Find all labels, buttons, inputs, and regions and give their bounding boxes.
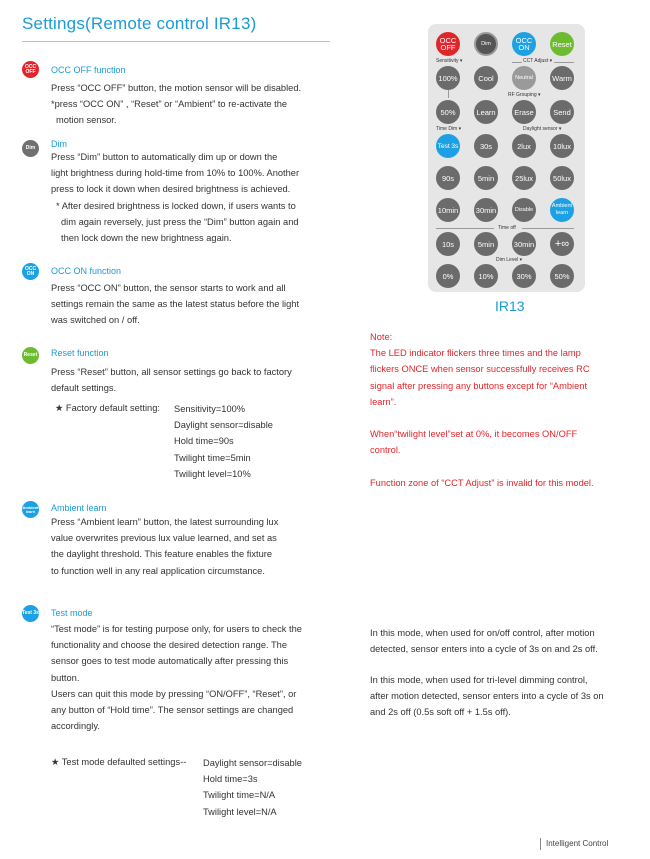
reset-heading: Reset function bbox=[51, 348, 109, 358]
cct-bracket bbox=[512, 62, 522, 63]
text-line: * After desired brightness is locked down, if users wants to bbox=[56, 200, 296, 211]
erase-button[interactable]: Erase bbox=[512, 100, 536, 124]
text-line: Press “Dim” button to automatically dim up or down the bbox=[51, 152, 278, 162]
note-cct bbox=[370, 475, 594, 491]
dim-icon: Dim bbox=[22, 140, 39, 157]
text-line: signal after pressing any buttons except for “Ambient bbox=[370, 380, 588, 391]
time-dim-label: Time Dim ▾ bbox=[436, 126, 462, 132]
footer-divider bbox=[540, 838, 541, 850]
time-off-30min-button[interactable]: 30min bbox=[512, 232, 536, 256]
cct-bracket bbox=[554, 62, 574, 63]
dim-level-label: Dim Level ▾ bbox=[496, 257, 523, 263]
page-title: Settings(Remote control IR13) bbox=[22, 14, 257, 33]
dim-level-30-button[interactable]: 30% bbox=[512, 264, 536, 288]
occ-off-button[interactable]: OCC OFF bbox=[436, 32, 460, 56]
list-item: Twilight time=N/A bbox=[203, 790, 276, 801]
text-line: settings remain the same as the latest status before the light bbox=[51, 299, 300, 310]
daylight-disable-button[interactable]: Disable bbox=[512, 198, 536, 222]
title-divider bbox=[22, 41, 330, 42]
test-mode-heading: Test mode bbox=[51, 608, 93, 618]
hold-5min-button[interactable]: 5min bbox=[474, 166, 498, 190]
time-off-5min-button[interactable]: 5min bbox=[474, 232, 498, 256]
ambient-learn-heading: Ambient learn bbox=[51, 503, 107, 513]
text-line: was switched on / off. bbox=[51, 315, 140, 326]
text-line: any button of “Hold time”. The sensor settings are changed bbox=[51, 705, 294, 716]
text-line: button. bbox=[51, 672, 80, 683]
text-line: In this mode, when used for on/off control, after motion bbox=[370, 628, 595, 638]
text-line: learn”. bbox=[370, 396, 397, 407]
note-twilight bbox=[370, 426, 577, 458]
text-line: In this mode, when used for tri-level dimming control, bbox=[370, 675, 588, 685]
test-3s-button[interactable]: Test 3s bbox=[436, 134, 460, 158]
text-line: Function zone of “CCT Adjust” is invalid for this model. bbox=[370, 478, 594, 488]
occ-on-text bbox=[51, 280, 299, 329]
list-item: Twilight level=10% bbox=[174, 468, 251, 479]
text-line: flickers ONCE when sensor successfully receives RC bbox=[370, 364, 590, 375]
test-mode-default-label: ★ Test mode defaulted settings-- bbox=[51, 757, 187, 767]
occ-off-icon: OCC OFF bbox=[22, 61, 39, 78]
test-mode-icon: Test 3s bbox=[22, 605, 39, 622]
hold-30min-button[interactable]: 30min bbox=[474, 198, 498, 222]
footer-text: Intelligent Control bbox=[546, 839, 609, 848]
hold-10min-button[interactable]: 10min bbox=[436, 198, 460, 222]
list-item: Hold time=90s bbox=[174, 436, 234, 447]
time-off-10s-button[interactable]: 10s bbox=[436, 232, 460, 256]
text-line: Press “OCC OFF” button, the motion sensor will be disabled. bbox=[51, 83, 302, 93]
remote-model-name: IR13 bbox=[495, 298, 525, 314]
hold-90s-button[interactable]: 90s bbox=[436, 166, 460, 190]
note-heading: Note: bbox=[370, 332, 393, 342]
sensitivity-bracket bbox=[448, 90, 449, 98]
text-line: to function well in any real application circumstance. bbox=[51, 565, 265, 576]
daylight-2lux-button[interactable]: 2lux bbox=[512, 134, 536, 158]
sensitivity-50-button[interactable]: 50% bbox=[436, 100, 460, 124]
dim-heading: Dim bbox=[51, 139, 67, 149]
list-item: Sensitivity=100% bbox=[174, 404, 246, 414]
text-line: motion sensor. bbox=[56, 115, 117, 126]
text-line: *press “OCC ON” , “Reset” or “Ambient” to re-activate the bbox=[51, 99, 288, 110]
time-off-bracket bbox=[522, 228, 574, 229]
rf-grouping-label: RF Grouping ▾ bbox=[508, 92, 541, 98]
learn-button[interactable]: Learn bbox=[474, 100, 498, 124]
send-button[interactable]: Send bbox=[550, 100, 574, 124]
cct-adjust-label: CCT Adjust ▾ bbox=[523, 58, 553, 64]
text-line: value overwrites previous lux value learned, and set as bbox=[51, 533, 277, 544]
text-line: sensor goes to test mode automatically after pressing this bbox=[51, 656, 289, 667]
sensitivity-label: Sensitivity ▾ bbox=[436, 58, 463, 64]
time-off-infinite-button[interactable]: +∞ bbox=[550, 232, 574, 256]
occ-on-heading: OCC ON function bbox=[51, 266, 122, 276]
remote-control-ir13 bbox=[428, 24, 585, 292]
occ-on-button[interactable]: OCC ON bbox=[512, 32, 536, 56]
list-item: Twilight level=N/A bbox=[203, 806, 277, 817]
daylight-sensor-label: Daylight sensor ▾ bbox=[523, 126, 562, 132]
note-block bbox=[370, 329, 590, 410]
reset-text bbox=[51, 364, 292, 396]
text-line: Press “OCC ON” button, the sensor starts to work and all bbox=[51, 283, 286, 293]
list-item: Daylight sensor=disable bbox=[174, 420, 273, 431]
ambient-learn-button[interactable]: Ambient learn bbox=[550, 198, 574, 222]
text-line: and 2s off (0.5s soft off + 1.5s off). bbox=[370, 707, 511, 718]
reset-button[interactable]: Reset bbox=[550, 32, 574, 56]
factory-default-label: ★ Factory default setting: bbox=[55, 403, 160, 413]
text-line: detected, sensor enters into a cycle of 3s on and 2s off. bbox=[370, 644, 598, 655]
text-line: then lock down the new brightness again. bbox=[61, 233, 232, 244]
dim-button[interactable]: Dim bbox=[474, 32, 498, 56]
sensitivity-100-button[interactable]: 100% bbox=[436, 66, 460, 90]
dim-level-50-button[interactable]: 50% bbox=[550, 264, 574, 288]
text-line: “Test mode” is for testing purpose only, for users to check the bbox=[51, 624, 302, 634]
daylight-25lux-button[interactable]: 25lux bbox=[512, 166, 536, 190]
text-line: When“twilight level”set at 0%, it becomes ON/OFF bbox=[370, 429, 578, 439]
reset-icon: Reset bbox=[22, 347, 39, 364]
list-item: Hold time=3s bbox=[203, 774, 258, 785]
text-line: accordingly. bbox=[51, 721, 100, 732]
cool-button[interactable]: Cool bbox=[474, 66, 498, 90]
text-line: the daylight threshold. This feature enables the fixture bbox=[51, 549, 273, 560]
tri-level-mode-text bbox=[370, 672, 604, 721]
daylight-10lux-button[interactable]: 10lux bbox=[550, 134, 574, 158]
daylight-50lux-button[interactable]: 50lux bbox=[550, 166, 574, 190]
text-line: Press “Reset” button, all sensor settings go back to factory bbox=[51, 367, 292, 377]
list-item: Twilight time=5min bbox=[174, 452, 251, 463]
warm-button[interactable]: Warm bbox=[550, 66, 574, 90]
text-line: press to lock it down when desired brightness is achieved. bbox=[51, 184, 291, 195]
test-mode-default-list bbox=[203, 755, 302, 820]
occ-off-heading: OCC OFF function bbox=[51, 65, 126, 75]
test-mode-text bbox=[51, 621, 302, 734]
dim-level-10-button[interactable]: 10% bbox=[474, 264, 498, 288]
hold-30s-button[interactable]: 30s bbox=[474, 134, 498, 158]
dim-text bbox=[51, 149, 299, 246]
neutral-button[interactable]: Neutral bbox=[512, 66, 536, 90]
list-item: Daylight sensor=disable bbox=[203, 758, 302, 768]
text-line: dim again reversely, just press the “Dim” button again and bbox=[61, 216, 299, 227]
text-line: control. bbox=[370, 445, 401, 456]
occ-off-text bbox=[51, 80, 301, 129]
occ-on-icon: OCC ON bbox=[22, 263, 39, 280]
factory-default-list bbox=[174, 401, 273, 482]
text-line: Press “Ambient learn” button, the latest surrounding lux bbox=[51, 517, 279, 527]
text-line: default settings. bbox=[51, 383, 117, 394]
time-off-label: Time off bbox=[498, 225, 516, 231]
text-line: functionality and choose the desired detection range. The bbox=[51, 640, 288, 651]
ambient-learn-text bbox=[51, 514, 278, 579]
onoff-mode-text bbox=[370, 625, 598, 657]
text-line: light brightness during hold-time from 10% to 100%. Another bbox=[51, 168, 300, 179]
ambient-learn-icon: Ambient learn bbox=[22, 501, 39, 518]
dim-level-0-button[interactable]: 0% bbox=[436, 264, 460, 288]
text-line: Users can quit this mode by pressing “ON/OFF”, “Reset”, or bbox=[51, 688, 297, 699]
time-off-bracket bbox=[436, 228, 494, 229]
text-line: The LED indicator flickers three times and the lamp bbox=[370, 348, 581, 359]
text-line: after motion detected, sensor enters into a cycle of 3s on bbox=[370, 691, 604, 702]
